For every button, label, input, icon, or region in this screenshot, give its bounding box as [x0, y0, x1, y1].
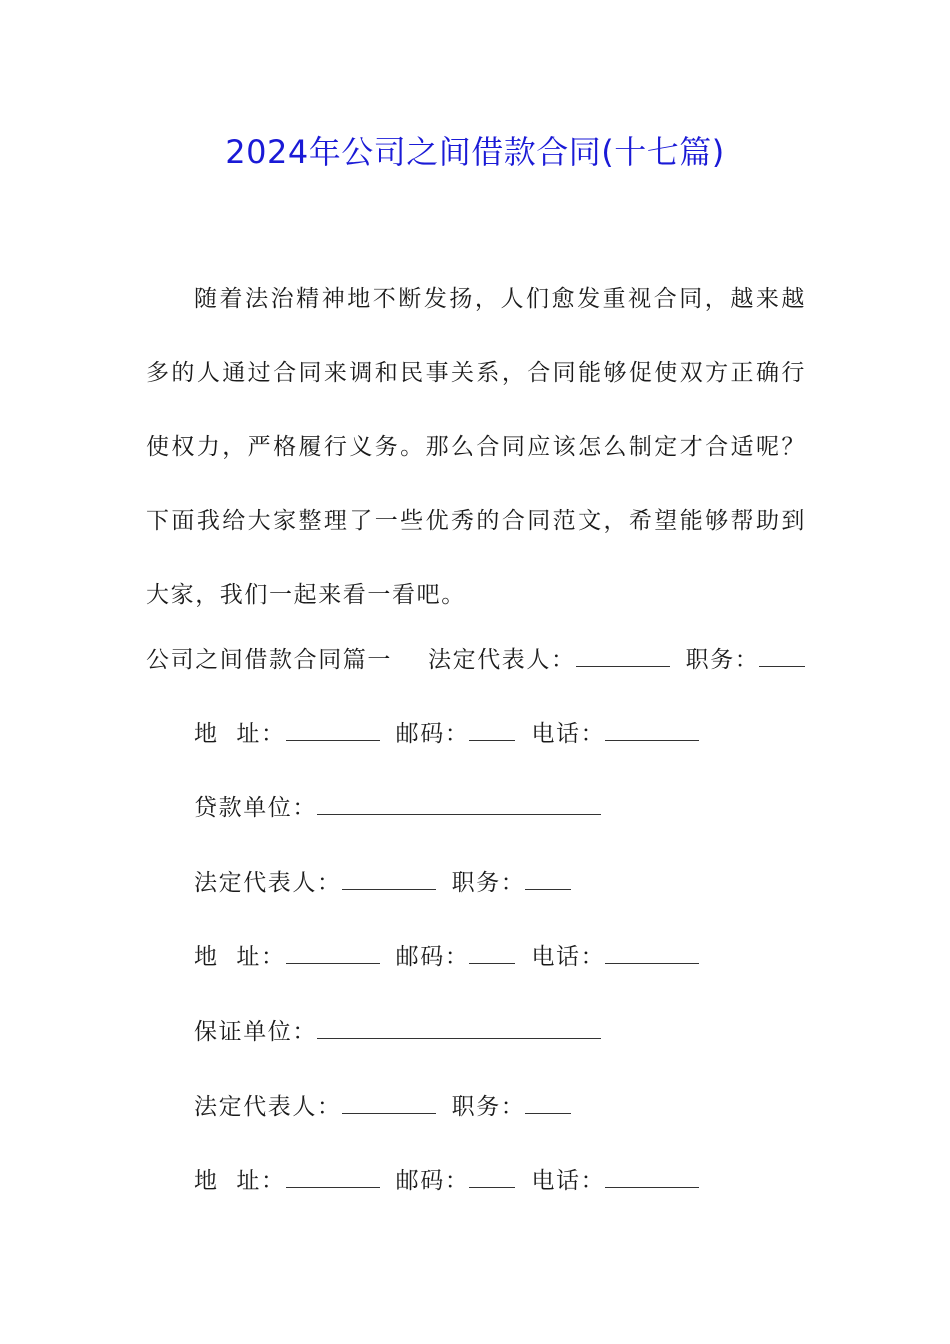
address-label: 地 址：: [194, 721, 286, 747]
position-label: 职务：: [451, 870, 526, 896]
lender-line: [194, 788, 605, 828]
position-blank[interactable]: [759, 646, 805, 667]
address-blank[interactable]: [286, 720, 380, 741]
position-label: 职务：: [451, 1094, 526, 1120]
address-label: 地 址：: [194, 1168, 286, 1194]
lender-label: 贷款单位：: [194, 795, 317, 821]
legal-rep-label: 法定代表人：: [194, 870, 342, 896]
position-blank[interactable]: [525, 1093, 571, 1114]
guarantor-label: 保证单位：: [194, 1019, 317, 1045]
section-heading-line: [146, 640, 809, 680]
document-title: 2024年公司之间借款合同(十七篇): [225, 133, 725, 171]
postcode-label: 邮码：: [395, 721, 470, 747]
legal-rep-label: 法定代表人：: [194, 1094, 342, 1120]
phone-blank[interactable]: [605, 720, 699, 741]
legal-rep-blank[interactable]: [342, 869, 436, 890]
legal-rep-line-3: [194, 1087, 575, 1127]
phone-label: 电话：: [531, 1168, 606, 1194]
guarantor-blank[interactable]: [317, 1018, 601, 1039]
intro-paragraph: 随着法治精神地不断发扬，人们愈发重视合同，越来越多的人通过合同来调和民事关系，合同能够促使双方正确行使权力，严格履行义务。那么合同应该怎么制定才合适呢？下面我给大家整理了一些优秀的合同范文，希望能够帮助到大家，我们一起来看一看吧。: [146, 286, 806, 608]
address-line-3: [194, 1161, 703, 1201]
phone-blank[interactable]: [605, 943, 699, 964]
postcode-label: 邮码：: [395, 1168, 470, 1194]
postcode-blank[interactable]: [469, 1167, 515, 1188]
position-label: 职务：: [685, 647, 760, 673]
legal-rep-blank[interactable]: [576, 646, 670, 667]
legal-rep-blank[interactable]: [342, 1093, 436, 1114]
lender-blank[interactable]: [317, 794, 601, 815]
legal-rep-label: 法定代表人：: [428, 647, 576, 673]
section-heading: 公司之间借款合同篇一: [146, 647, 392, 673]
phone-label: 电话：: [531, 721, 606, 747]
position-blank[interactable]: [525, 869, 571, 890]
phone-blank[interactable]: [605, 1167, 699, 1188]
address-label: 地 址：: [194, 944, 286, 970]
address-blank[interactable]: [286, 1167, 380, 1188]
address-line-2: [194, 937, 703, 977]
postcode-blank[interactable]: [469, 943, 515, 964]
address-blank[interactable]: [286, 943, 380, 964]
guarantor-line: [194, 1012, 605, 1052]
postcode-blank[interactable]: [469, 720, 515, 741]
phone-label: 电话：: [531, 944, 606, 970]
address-line-1: [194, 714, 703, 754]
postcode-label: 邮码：: [395, 944, 470, 970]
legal-rep-line-2: [194, 863, 575, 903]
